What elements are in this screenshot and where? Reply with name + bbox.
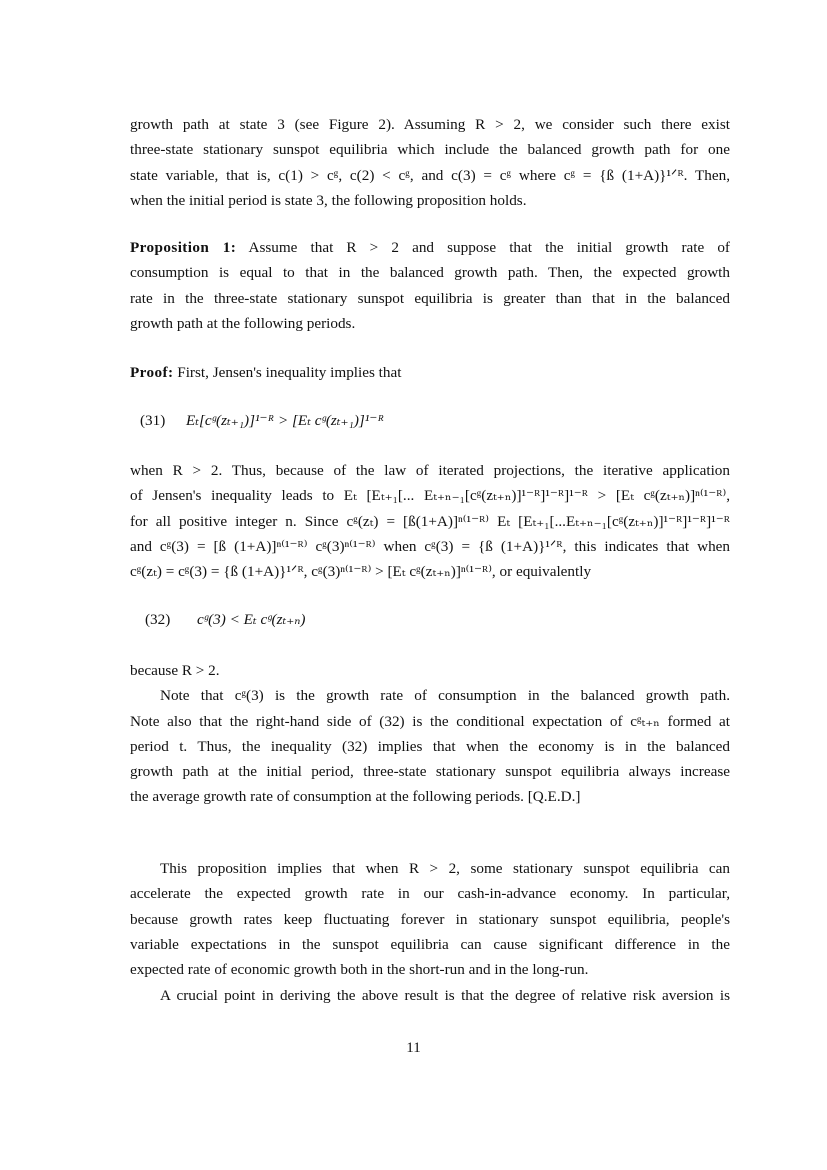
text-line: Note that cᵍ(3) is the growth rate of consumption in the balanced growth path.	[160, 687, 730, 705]
text-line: variable expectations in the sunspot equilibria can cause significant difference in the	[130, 935, 730, 953]
proof-label: Proof:	[130, 364, 174, 381]
text-line: and cᵍ(3) = [ß (1+A)]ⁿ⁽¹⁻ᴿ⁾ cᵍ(3)ⁿ⁽¹⁻ᴿ⁾ when cᵍ(3) = {ß (1+A)}¹ᐟᴿ, this indicates that when	[130, 537, 730, 555]
text-line: because growth rates keep fluctuating forever in stationary sunspot equilibria, people's	[130, 910, 730, 928]
text-line: the average growth rate of consumption at the following periods. [Q.E.D.]	[130, 788, 581, 806]
equation-32	[145, 610, 305, 629]
text-line: expected rate of economic growth both in the short-run and in the long-run.	[130, 961, 589, 979]
proposition-paragraph	[130, 235, 730, 336]
equation-body: Eₜ[cᵍ(zₜ₊₁)]¹⁻ᴿ > [Eₜ cᵍ(zₜ₊₁)]¹⁻ᴿ	[186, 412, 384, 429]
text-line: cᵍ(zₜ) = cᵍ(3) = {ß (1+A)}¹ᐟᴿ, cᵍ(3)ⁿ⁽¹⁻ᴿ⁾ > [Eₜ cᵍ(zₜ₊ₙ)]ⁿ⁽¹⁻ᴿ⁾, or equivalently	[130, 563, 592, 581]
text-line: period t. Thus, the inequality (32) implies that when the economy is in the balanced	[130, 737, 730, 755]
equation-body: cᵍ(3) < Eₜ cᵍ(zₜ₊ₙ)	[197, 611, 306, 628]
text-line: of Jensen's inequality leads to Eₜ [Eₜ₊₁[... Eₜ₊ₙ₋₁[cᵍ(zₜ₊ₙ)]¹⁻ᴿ]¹⁻ᴿ]¹⁻ᴿ > [Eₜ cᵍ(zₜ₊ₙ)]ⁿ⁽¹⁻ᴿ⁾,	[130, 487, 730, 505]
text-line: when the initial period is state 3, the following proposition holds.	[130, 191, 527, 209]
text-line: First, Jensen's inequality implies that	[173, 364, 402, 381]
text-line: because R > 2.	[130, 662, 220, 679]
implication-paragraph	[130, 856, 730, 982]
crucial-paragraph	[130, 983, 730, 1008]
note-paragraph	[130, 658, 730, 810]
text-line: growth path at the initial period, three-state stationary sunspot equilibria always increase	[130, 763, 730, 781]
text-line: Note also that the right-hand side of (32) is the conditional expectation of cᵍₜ₊ₙ formed at	[130, 712, 730, 730]
proposition-label: Proposition 1:	[130, 239, 237, 256]
text-line: This proposition implies that when R > 2, some stationary sunspot equilibria can	[160, 860, 730, 877]
text-line: rate in the three-state stationary sunspot equilibria is greater than that in the balanced	[130, 289, 730, 307]
text-line: growth path at the following periods.	[130, 314, 356, 332]
text-line: when R > 2. Thus, because of the law of iterated projections, the iterative application	[130, 462, 730, 479]
text-line: accelerate the expected growth rate in our cash-in-advance economy. In particular,	[130, 885, 730, 903]
text-line: consumption is equal to that in the balanced growth path. Then, the expected growth	[130, 264, 730, 282]
text-line: Assume that R > 2 and suppose that the initial growth rate of	[236, 239, 730, 256]
equation-31	[140, 411, 384, 430]
text-line: state variable, that is, c(1) > cᵍ, c(2) < cᵍ, and c(3) = cᵍ where cᵍ = {ß (1+A)}¹ᐟᴿ. Then,	[130, 166, 730, 184]
text-line: three-state stationary sunspot equilibria which include the balanced growth path for one	[130, 141, 730, 159]
intro-paragraph	[130, 112, 730, 213]
text-line: growth path at state 3 (see Figure 2). Assuming R > 2, we consider such there exist	[130, 116, 730, 133]
text-line: A crucial point in deriving the above result is that the degree of relative risk aversion is	[160, 987, 730, 1004]
text-line: for all positive integer n. Since cᵍ(zₜ) = [ß(1+A)]ⁿ⁽¹⁻ᴿ⁾ Eₜ [Eₜ₊₁[...Eₜ₊ₙ₋₁[cᵍ(zₜ₊ₙ)]¹⁻ᴿ]¹⁻ᴿ]¹⁻ᴿ	[130, 512, 730, 530]
page-number: 11	[406, 1040, 421, 1056]
equation-number: (31)	[140, 412, 166, 429]
equation-number: (32)	[145, 611, 171, 628]
proof-continuation	[130, 458, 730, 584]
proof-paragraph	[130, 360, 730, 385]
